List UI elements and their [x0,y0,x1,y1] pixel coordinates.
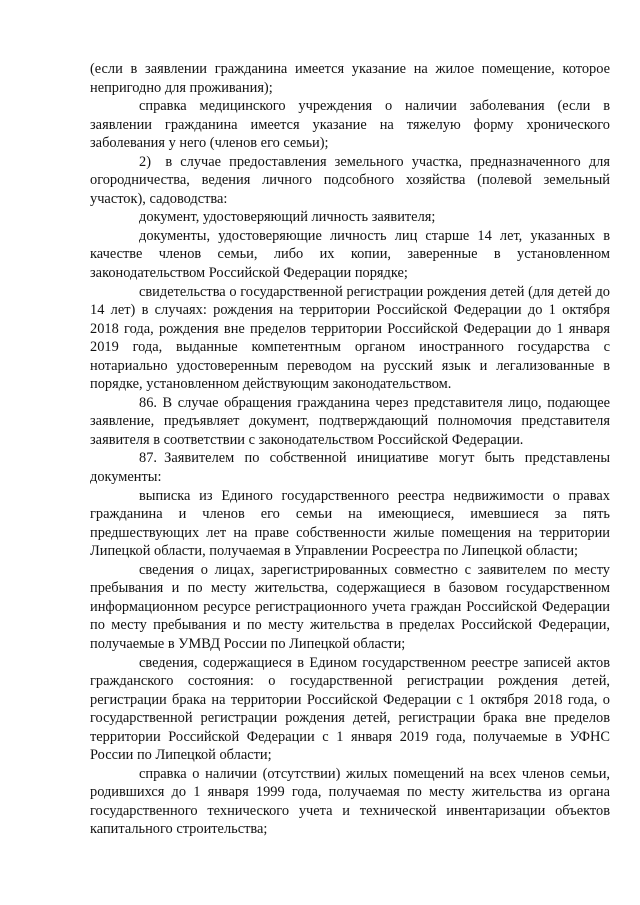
paragraph: 86. В случае обращения гражданина через представителя лицо, подающее заявление, предъявляет документ, подтверждающий полномочия представителя заявителя в соответствии с законодательством Российской Федерации. [90,394,610,448]
paragraph: 2) в случае предоставления земельного участка, предназначенного для огородничества, ведения личного подсобного хозяйства (полевой земельный участок), садоводства: [90,153,610,207]
paragraph: справка о наличии (отсутствии) жилых помещений на всех членов семьи, родившихся до 1 января 1999 года, получаемая по месту жительства из органа государственного технического учета и технической инвентаризации объектов капитального строительства; [90,765,610,838]
paragraph: документы, удостоверяющие личность лиц старше 14 лет, указанных в качестве членов семьи, либо их копии, заверенные в установленном законодательством Российской Федерации порядке; [90,227,610,282]
paragraph: выписка из Единого государственного реестра недвижимости о правах гражданина и членов его семьи на имеющиеся, имевшиеся за пять предшествующих лет на праве собственности жилые помещения на территории Липецкой области, получаемая в Управлении Росреестра по Липецкой области; [90,487,610,560]
paragraph: свидетельства о государственной регистрации рождения детей (для детей до 14 лет) в случаях: рождения на территории Российской Федерации до 1 октября 2018 года, рождения вне пределов территории Российской Федерации до 1 января 2019 года, выданные компетентным органом иностранного государства с нотариально удостоверенным переводом на русский язык и легализованные в порядке, установленном действующим законодательством. [90,283,610,393]
document-body [90,60,610,839]
paragraph: документ, удостоверяющий личность заявителя; [139,209,436,226]
paragraph: сведения, содержащиеся в Едином государственном реестре записей актов гражданского состояния: о государственной регистрации рождения детей, регистрации брака на территории Российской Федерации с 1 октября 2018 года, о государственной регистрации рождения детей, регистрации брака вне пределов территории Российской Федерации с 1 января 2019 года, получаемые в УФНС России по Липецкой области; [90,654,610,764]
paragraph: сведения о лицах, зарегистрированных совместно с заявителем по месту пребывания и по месту жительства, содержащиеся в базовом государственном информационном ресурсе регистрационного учета граждан Российской Федерации по месту пребывания и по месту жительства в пределах Российской Федерации, получаемые в УМВД России по Липецкой области; [90,561,610,652]
paragraph: (если в заявлении гражданина имеется указание на жилое помещение, которое непригодно для проживания); [90,61,610,96]
paragraph: 87. Заявителем по собственной инициативе могут быть представлены документы: [90,450,610,486]
paragraph: справка медицинского учреждения о наличии заболевания (если в заявлении гражданина имеется указание на тяжелую форму хронического заболевания у него (членов его семьи); [90,98,610,152]
